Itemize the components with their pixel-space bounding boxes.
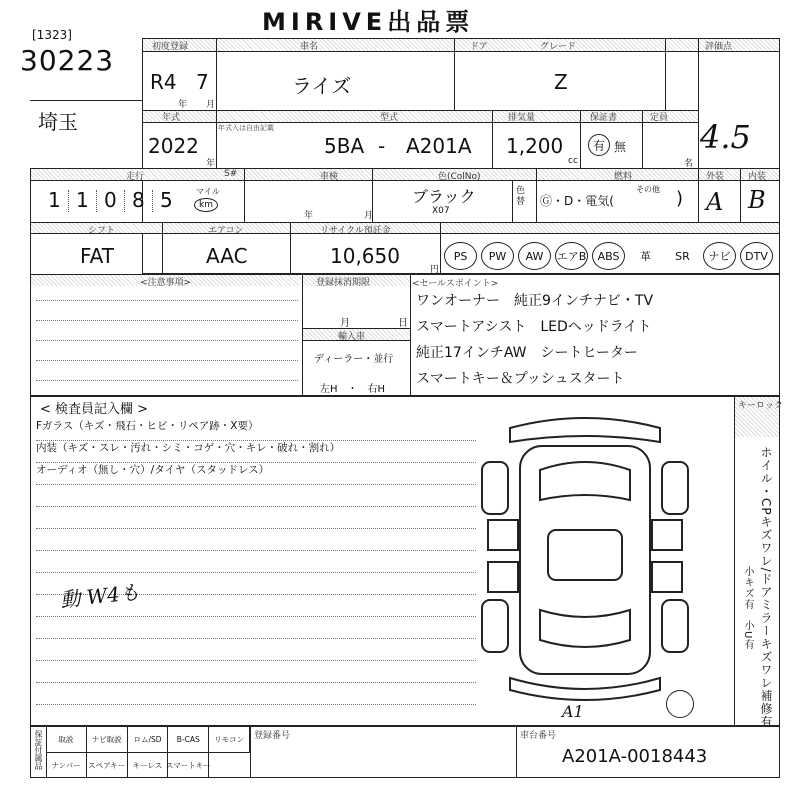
- inspector-header: < 検査員記入欄 >: [40, 402, 149, 417]
- right-column-small-1: 小キズ有: [742, 566, 753, 610]
- sheet-title: MIRIVE出品票: [262, 8, 475, 36]
- import-header: 輸入車: [338, 332, 366, 342]
- grade: Z: [554, 70, 568, 94]
- mileage-digit: 1: [48, 188, 61, 212]
- mileage-digit: 0: [104, 188, 117, 212]
- inspector-line: 内装（キズ・スレ・汚れ・シミ・コゲ・穴・キレ・破れ・割れ）: [36, 442, 341, 454]
- accessory-label: スマートキー: [168, 752, 209, 778]
- door-header: ドア: [470, 42, 488, 52]
- wheel-marker: [666, 690, 694, 718]
- model-code: A201A: [406, 134, 472, 158]
- exterior-header: 外装: [706, 172, 725, 182]
- color-no: X07: [432, 206, 450, 216]
- sales-point-line: 純正17インチAW シートヒーター: [416, 345, 638, 361]
- frame-no-header: 車台番号: [520, 731, 557, 741]
- mileage-digit: 5: [160, 188, 173, 212]
- equipment-item: PS: [444, 242, 477, 270]
- sales-point-line: ワンオーナー 純正9インチナビ・TV: [416, 293, 654, 309]
- equipment-item: PW: [481, 242, 514, 270]
- notes-header: <注意事項>: [140, 278, 192, 288]
- warranty-yes: 有: [588, 134, 610, 156]
- mileage-header: 走行: [126, 172, 145, 182]
- mileage-unit-km: km: [194, 198, 218, 212]
- sales-points-header: <セールスポイント>: [412, 279, 499, 289]
- displacement: 1,200: [506, 134, 564, 158]
- bottom-side-label: 保証付属品: [34, 730, 43, 770]
- right-column-text: ホイル・CPキズワレ/ドアミラーキズワレ補修有: [759, 446, 773, 729]
- accessory-label: スペアキー: [87, 752, 128, 778]
- reg-date-header: 初度登録: [152, 42, 189, 52]
- accessory-label: キーレス: [128, 752, 169, 778]
- inspection-header: 車検: [320, 172, 339, 182]
- color-header: 色(ColNo): [438, 172, 481, 182]
- reg-no-header: 登録番号: [254, 731, 291, 741]
- right-column-small-2: 小U有: [742, 620, 753, 651]
- handle-side: 左H ・ 右H: [320, 384, 386, 395]
- reg-year: R4: [150, 70, 177, 94]
- equipment-item: ナビ: [703, 242, 736, 270]
- diagram-label: A1: [562, 702, 584, 721]
- s-mark: S#: [224, 169, 238, 179]
- fuel-options: Ⓖ・D・電気(: [540, 194, 614, 208]
- interior-header: 内装: [748, 172, 767, 182]
- recycle-fee: 10,650: [330, 244, 400, 268]
- warranty-no: 無: [614, 140, 627, 154]
- exterior-grade: A: [706, 188, 724, 216]
- reg-month: 7: [196, 70, 209, 94]
- model-header: 型式: [380, 113, 399, 123]
- displacement-header: 排気量: [508, 113, 536, 123]
- mileage-digit: 8: [132, 188, 145, 212]
- inspector-line: オーディオ（無し・穴）/タイヤ（スタッドレス）: [36, 464, 270, 476]
- equipment-item: AW: [518, 242, 551, 270]
- region: 埼玉: [38, 110, 78, 134]
- grade-header: グレード: [540, 42, 577, 52]
- evaluation-header: 評価点: [705, 42, 733, 52]
- car-name: ライズ: [292, 74, 352, 98]
- lot-code: [1323]: [32, 28, 72, 42]
- car-name-header: 車名: [300, 42, 319, 52]
- sales-point-line: スマートキー＆プッシュスタート: [416, 371, 625, 387]
- color-name: ブラック: [412, 187, 476, 206]
- fuel-header: 燃料: [614, 172, 633, 182]
- digit-separator: [152, 190, 153, 212]
- equipment-item: DTV: [740, 242, 773, 270]
- equipment-row: [444, 240, 780, 270]
- equipment-item: エアB: [555, 242, 588, 270]
- model-prefix: 5BA: [324, 134, 365, 158]
- shift: FAT: [80, 244, 115, 268]
- color-change: 色替: [516, 186, 526, 207]
- digit-separator: [68, 190, 69, 212]
- equipment-item: SR: [675, 249, 690, 263]
- aircon: AAC: [206, 244, 248, 268]
- lot-number: 30223: [20, 44, 115, 77]
- accessory-label: ロム/SD: [128, 726, 169, 752]
- equipment-item: ABS: [592, 242, 625, 270]
- digit-separator: [96, 190, 97, 212]
- accessory-label: 取説: [46, 726, 87, 752]
- accessory-label: ナンバー: [46, 752, 87, 778]
- equipment-item: 革: [640, 250, 651, 263]
- keylock-header: キーロック: [738, 401, 783, 411]
- accessory-label: リモコン: [209, 726, 250, 752]
- sales-point-line: スマートアシスト LEDヘッドライト: [416, 319, 652, 335]
- mileage-digit: 1: [76, 188, 89, 212]
- accessory-label: B-CAS: [168, 726, 209, 752]
- handwritten-note: 動 W4も: [59, 579, 141, 613]
- frame-number: A201A-0018443: [562, 746, 708, 767]
- capacity-header: 定員: [650, 113, 669, 123]
- interior-grade: B: [748, 186, 766, 214]
- accessory-label: ナビ取説: [87, 726, 128, 752]
- digit-separator: [124, 190, 125, 212]
- model-year-header: 年式: [162, 113, 181, 123]
- shift-header: シフト: [88, 226, 116, 236]
- warranty-header: 保証書: [590, 113, 618, 123]
- aircon-header: エアコン: [208, 226, 244, 236]
- car-diagram: [470, 410, 700, 710]
- reg-deadline-header: 登録抹消期限: [316, 278, 371, 288]
- model-year: 2022: [148, 134, 199, 158]
- evaluation-score: 4.5: [700, 118, 751, 156]
- recycle-header: リサイクル預託金: [320, 226, 391, 236]
- inspector-line: Fガラス（キズ・飛石・ヒビ・リペア跡・X要）: [36, 420, 259, 432]
- import-dealer: ディーラー・並行: [314, 354, 394, 365]
